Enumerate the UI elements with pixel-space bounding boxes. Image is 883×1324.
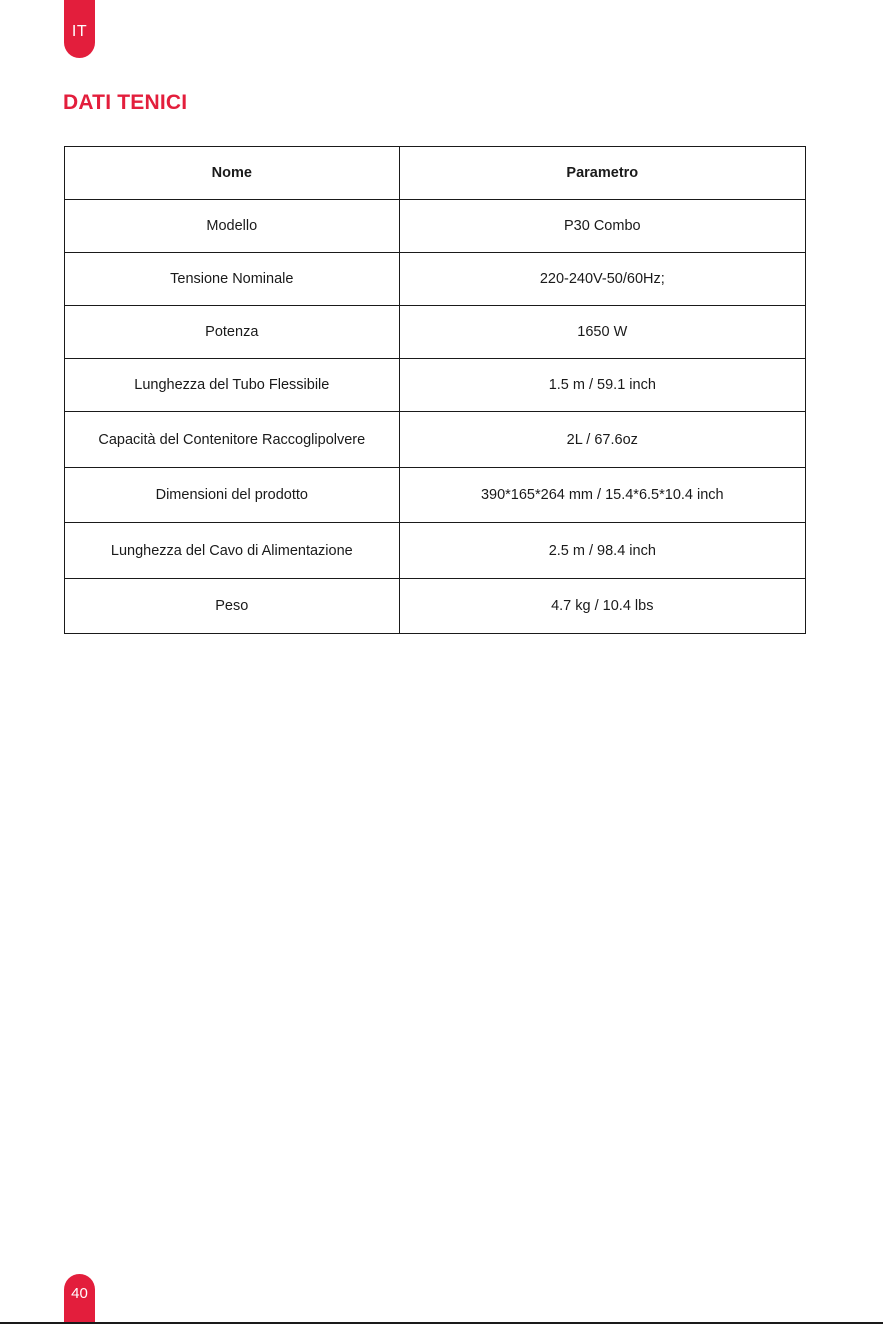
table-row [65,306,806,359]
row-value: 1650 W [399,306,805,359]
table-row [65,253,806,306]
page-number-badge [64,1274,95,1324]
table-header-row [65,147,806,200]
row-name: Dimensioni del prodotto [65,468,400,523]
row-name: Lunghezza del Tubo Flessibile [65,359,400,412]
table-row [65,359,806,412]
row-name: Lunghezza del Cavo di Alimentazione [65,523,400,579]
language-tab [64,0,95,58]
header-name: Nome [65,147,400,200]
row-value: 2.5 m / 98.4 inch [399,523,805,579]
row-name: Capacità del Contenitore Raccoglipolvere [65,412,400,468]
table-row [65,579,806,634]
header-parameter: Parametro [399,147,805,200]
row-name: Tensione Nominale [65,253,400,306]
row-value: P30 Combo [399,200,805,253]
row-value: 1.5 m / 59.1 inch [399,359,805,412]
row-name: Peso [65,579,400,634]
page-number: 40 [71,1285,88,1302]
specifications-table [64,146,806,634]
row-name: Potenza [65,306,400,359]
table-row [65,468,806,523]
section-title: DATI TENICI [63,91,188,114]
row-value: 220-240V-50/60Hz; [399,253,805,306]
row-name: Modello [65,200,400,253]
row-value: 2L / 67.6oz [399,412,805,468]
row-value: 390*165*264 mm / 15.4*6.5*10.4 inch [399,468,805,523]
table-row [65,200,806,253]
language-tab-label: IT [71,23,88,40]
table-row [65,523,806,579]
row-value: 4.7 kg / 10.4 lbs [399,579,805,634]
table-row [65,412,806,468]
